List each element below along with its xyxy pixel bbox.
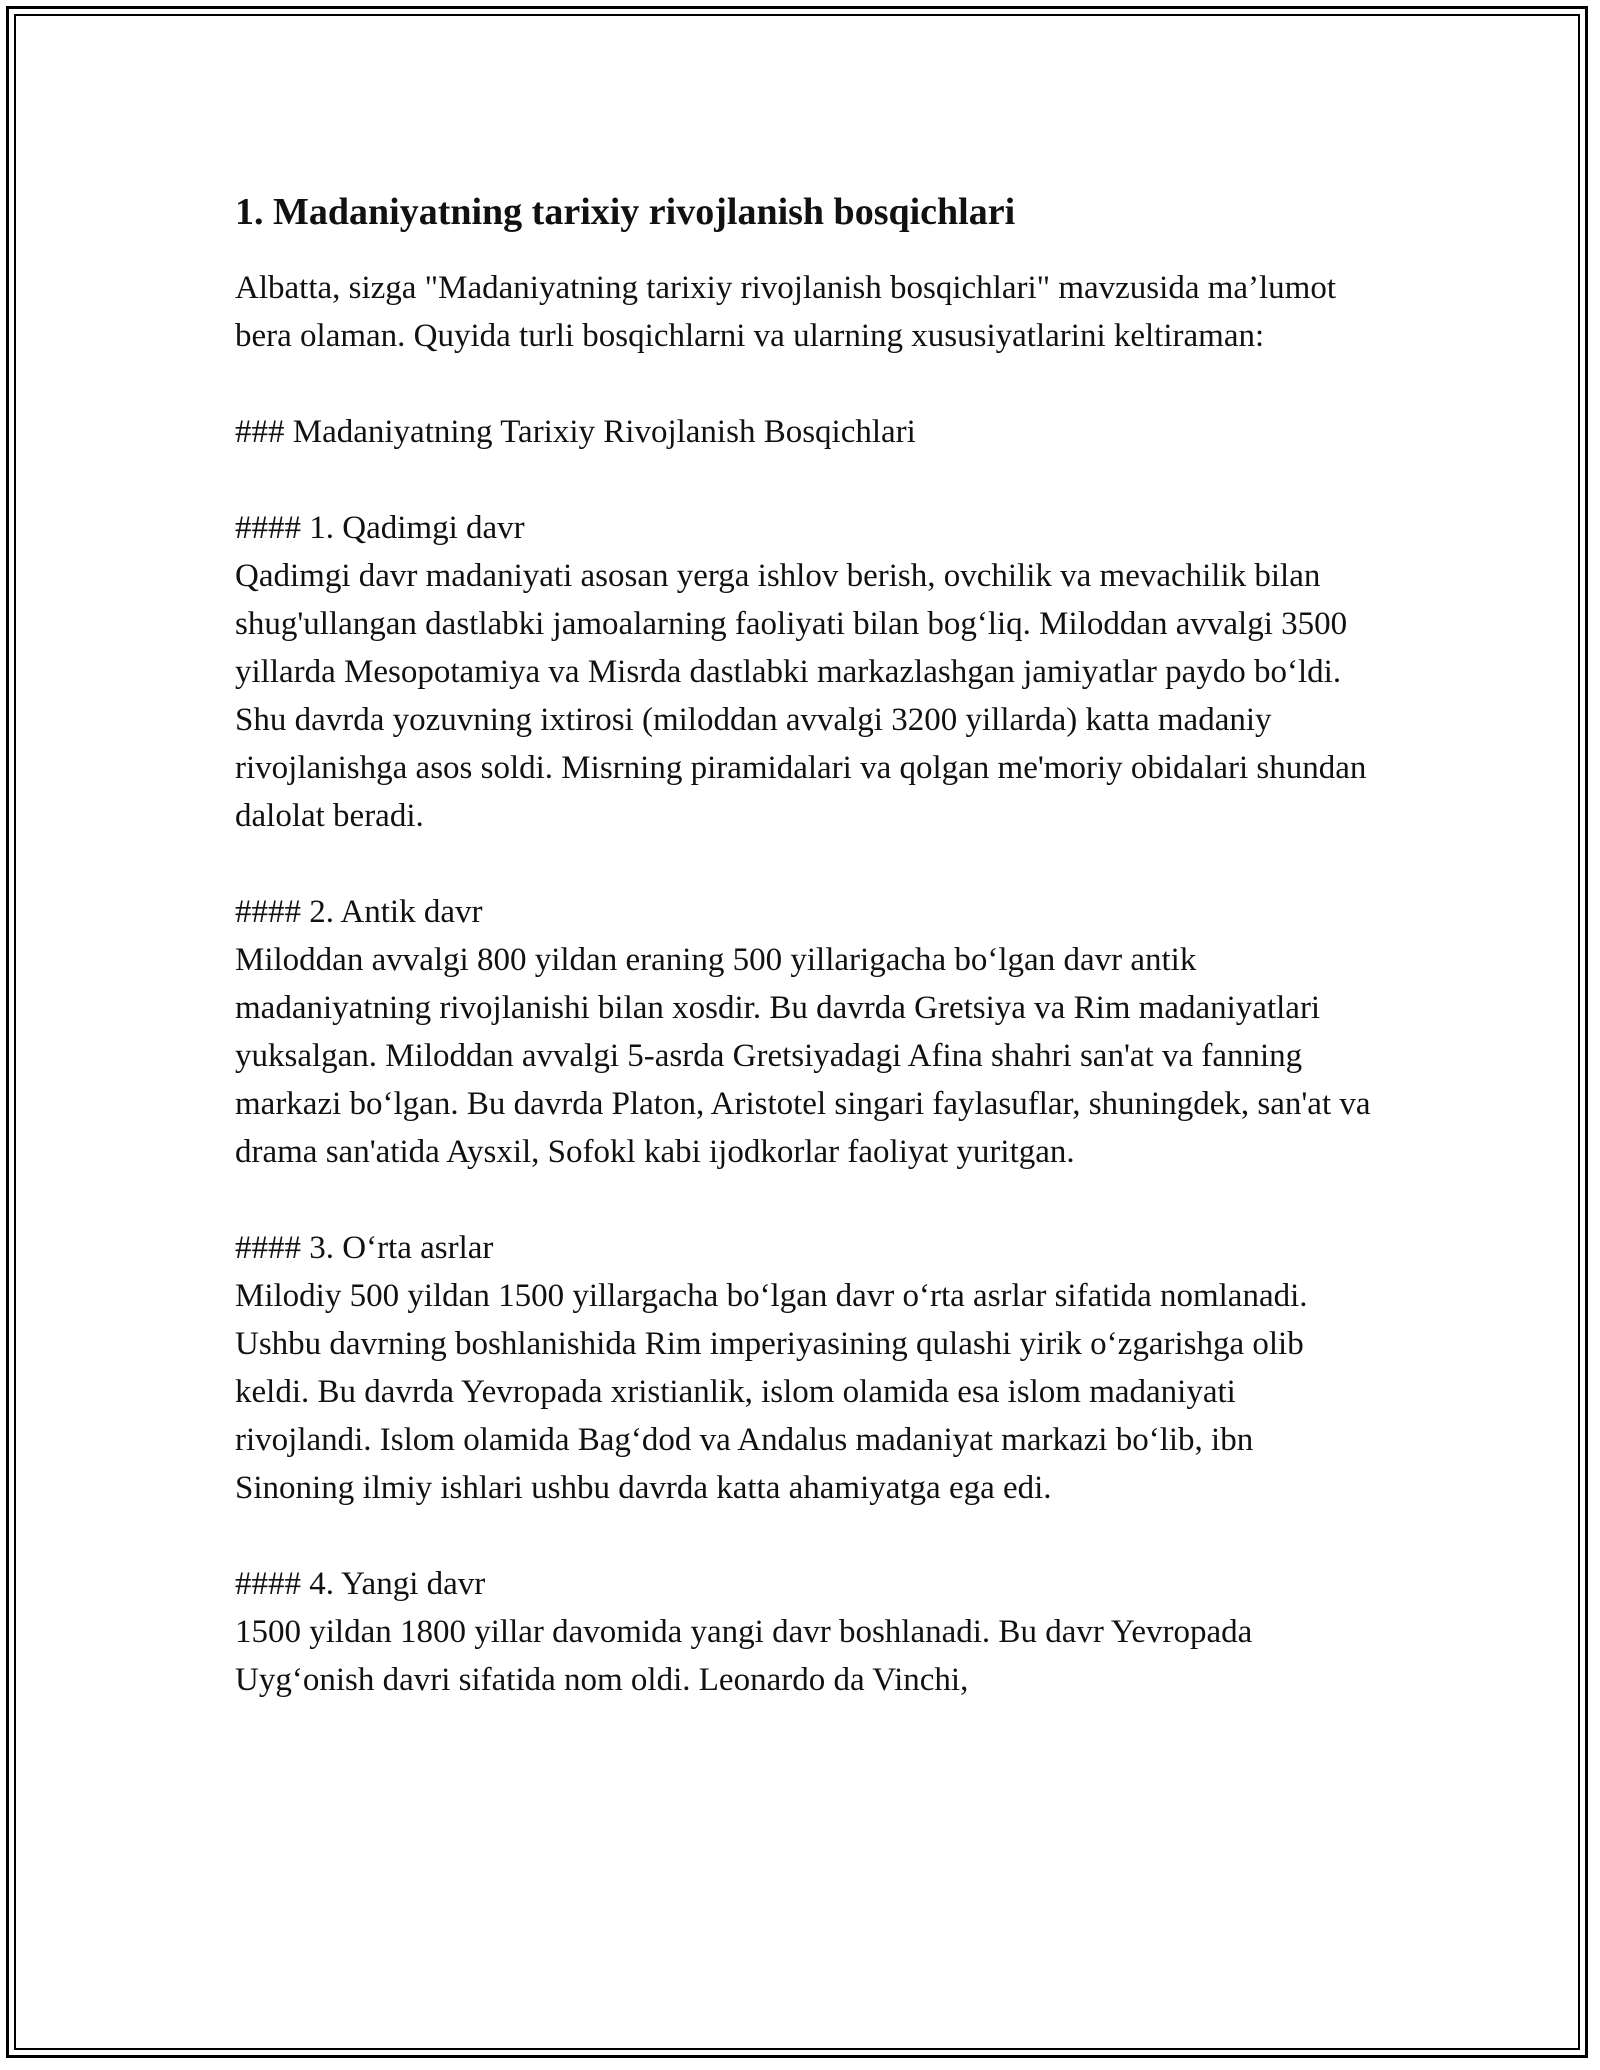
document-body [235, 188, 1379, 1704]
spacer [235, 360, 1375, 408]
section-body-4: 1500 yildan 1800 yillar davomida yangi davr boshlanadi. Bu davr Yevropada Uyg‘onish davri sifatida nom oldi. Leonardo da Vinchi, [235, 1614, 1261, 1698]
spacer [235, 1176, 1375, 1224]
subheading: ### Madaniyatning Tarixiy Rivojlanish Bosqichlari [235, 414, 916, 450]
section-heading-4: #### 4. Yangi davr [235, 1566, 486, 1602]
section-body-1: Qadimgi davr madaniyati asosan yerga ishlov berish, ovchilik va mevachilik bilan shug'ullangan dastlabki jamoalarning faoliyati bilan bog‘liq. Miloddan avvalgi 3500 yillarda Mesopotamiya va Misrda dastlabki markazlashgan jamiyatlar paydo bo‘ldi. Shu davrda yozuvning ixtirosi (miloddan avvalgi 3200 yillarda) katta madaniy rivojlanishga asos soldi. Misrning piramidalari va qolgan me'moriy obidalari shundan dalolat beradi. [235, 558, 1375, 834]
section-heading-2: #### 2. Antik davr [235, 894, 483, 930]
section-body-3: Milodiy 500 yildan 1500 yillargacha bo‘lgan davr o‘rta asrlar sifatida nomlanadi. Ushbu davrning boshlanishida Rim imperiyasining qulashi yirik o‘zgarishga olib keldi. Bu davrda Yevropada xristianlik, islom olamida esa islom madaniyati rivojlandi. Islom olamida Bag‘dod va Andalus madaniyat markazi bo‘lib, ibn Sinoning ilmiy ishlari ushbu davrda katta ahamiyatga ega edi. [235, 1278, 1316, 1506]
section-heading-3: #### 3. O‘rta asrlar [235, 1230, 494, 1266]
intro-paragraph: Albatta, sizga "Madaniyatning tarixiy rivojlanish bosqichlari" mavzusida ma’lumot bera olaman. Quyida turli bosqichlarni va ularning xususiyatlarini keltiraman: [235, 270, 1345, 354]
section-heading-1: #### 1. Qadimgi davr [235, 510, 525, 546]
document-title: 1. Madaniyatning tarixiy rivojlanish bosqichlari [235, 191, 1016, 233]
spacer [235, 1512, 1375, 1560]
spacer [235, 840, 1375, 888]
section-body-2: Miloddan avvalgi 800 yildan eraning 500 yillarigacha bo‘lgan davr antik madaniyatning rivojlanishi bilan xosdir. Bu davrda Gretsiya va Rim madaniyatlari yuksalgan. Miloddan avvalgi 5-asrda Gretsiyadagi Afina shahri san'at va fanning markazi bo‘lgan. Bu davrda Platon, Aristotel singari faylasuflar, shuningdek, san'at va drama san'atida Aysxil, Sofokl kabi ijodkorlar faoliyat yuritgan. [235, 942, 1379, 1170]
spacer [235, 456, 1375, 504]
